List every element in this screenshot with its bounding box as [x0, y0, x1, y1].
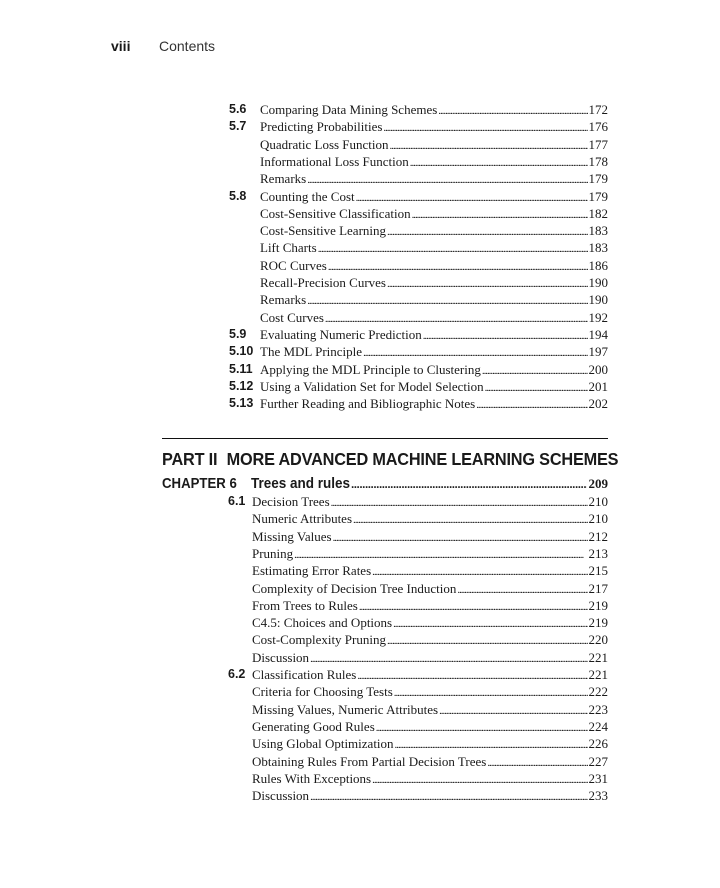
- entry-page-number: 182: [588, 205, 608, 221]
- section-number: 5.11: [229, 361, 253, 376]
- section-number: 5.9: [229, 326, 247, 341]
- toc-subsection-row[interactable]: [0, 684, 720, 701]
- toc-subsection-row[interactable]: [0, 206, 720, 223]
- dot-leader: [457, 584, 587, 596]
- entry-page-number: 231: [588, 770, 608, 786]
- toc-entry: [252, 494, 608, 510]
- entry-title: Informational Loss Function: [260, 153, 409, 169]
- toc-entry: [260, 310, 608, 326]
- dot-leader: [476, 399, 587, 411]
- toc-entry: [252, 563, 608, 579]
- entry-title: Missing Values: [252, 528, 332, 544]
- toc-entry: [252, 615, 608, 631]
- dot-leader: [357, 670, 587, 682]
- entry-page-number: 194: [588, 326, 608, 342]
- dot-leader: [376, 722, 588, 734]
- entry-title: Discussion: [252, 649, 310, 665]
- dot-leader: [387, 278, 588, 290]
- entry-title: Missing Values, Numeric Attributes: [252, 701, 439, 717]
- toc-entry: [260, 292, 608, 308]
- dot-leader: [412, 209, 588, 221]
- entry-title: Rules With Exceptions: [252, 770, 372, 786]
- toc-subsection-row[interactable]: [0, 615, 720, 632]
- toc-subsection-row[interactable]: [0, 529, 720, 546]
- toc-subsection-row[interactable]: [0, 788, 720, 805]
- dot-leader: [333, 532, 588, 544]
- toc-subsection-row[interactable]: [0, 771, 720, 788]
- dot-leader: [387, 635, 588, 647]
- entry-page-number: 176: [588, 119, 608, 135]
- running-head-title: Contents: [159, 38, 216, 54]
- entry-title: Predicting Probabilities: [260, 119, 383, 135]
- entry-page-number: 210: [588, 511, 608, 527]
- entry-title: Cost-Complexity Pruning: [252, 632, 386, 648]
- section-number: 5.8: [229, 188, 247, 203]
- toc-subsection-row[interactable]: [0, 154, 720, 171]
- entry-page-number: 212: [588, 528, 608, 544]
- toc-subsection-row[interactable]: [0, 258, 720, 275]
- entry-page-number: 179: [588, 188, 608, 204]
- dot-leader: [390, 140, 588, 152]
- entry-page-number: 223: [588, 701, 608, 717]
- toc-section-row[interactable]: [0, 667, 720, 684]
- entry-title: Applying the MDL Principle to Clustering: [260, 361, 481, 377]
- entry-page-number: 183: [588, 223, 608, 239]
- entry-page-number: 183: [588, 240, 608, 256]
- toc-section-row[interactable]: [0, 327, 720, 344]
- entry-page-number: 219: [588, 615, 608, 631]
- toc-subsection-row[interactable]: [0, 719, 720, 736]
- toc-subsection-row[interactable]: [0, 581, 720, 598]
- toc-entry: [260, 275, 608, 291]
- entry-page-number: 190: [588, 292, 608, 308]
- dot-leader: [383, 122, 587, 134]
- dot-leader: [487, 757, 587, 769]
- entry-page-number: 178: [588, 153, 608, 169]
- toc-entry: [252, 650, 608, 666]
- toc-subsection-row[interactable]: [0, 754, 720, 771]
- entry-page-number: 192: [588, 309, 608, 325]
- dot-leader: [485, 382, 588, 394]
- toc-entry: [260, 137, 608, 153]
- entry-title: Remarks: [260, 292, 307, 308]
- entry-title: Criteria for Choosing Tests: [252, 684, 393, 700]
- dot-leader: [307, 295, 587, 307]
- toc-entry: [252, 788, 608, 804]
- entry-page-number: 177: [588, 136, 608, 152]
- entry-title: The MDL Principle: [260, 344, 363, 360]
- entry-title: Remarks: [260, 171, 307, 187]
- dot-leader: [438, 105, 587, 117]
- entry-page-number: 201: [588, 378, 608, 394]
- entry-title: Cost-Sensitive Learning: [260, 223, 387, 239]
- toc-section-row[interactable]: [0, 379, 720, 396]
- toc-entry: [252, 581, 608, 597]
- chapter-title: Trees and rules: [251, 475, 351, 492]
- entry-title: Evaluating Numeric Prediction: [260, 326, 422, 342]
- entry-page-number: 219: [588, 597, 608, 613]
- entry-title: Quadratic Loss Function: [260, 136, 389, 152]
- section-number: 5.13: [229, 396, 254, 411]
- section-number: 5.12: [229, 378, 254, 393]
- dot-leader: [325, 313, 588, 325]
- toc-subsection-row[interactable]: [0, 736, 720, 753]
- entry-title: Counting the Cost: [260, 188, 355, 204]
- toc-subsection-row[interactable]: [0, 240, 720, 257]
- dot-leader: [310, 653, 587, 665]
- section-number: 5.10: [229, 344, 254, 359]
- toc-section-row[interactable]: [0, 362, 720, 379]
- entry-page-number: 202: [588, 396, 608, 412]
- toc-entry: [260, 154, 608, 170]
- toc-entry: [260, 119, 608, 135]
- entry-title: Numeric Attributes: [252, 511, 353, 527]
- chapter-entry: [251, 475, 608, 492]
- toc-subsection-row[interactable]: [0, 223, 720, 240]
- entry-page-number: 186: [588, 257, 608, 273]
- entry-title: Complexity of Decision Tree Induction: [252, 580, 457, 596]
- toc-entry: [260, 240, 608, 256]
- entry-title: Classification Rules: [252, 667, 357, 682]
- toc-entry: [252, 598, 608, 614]
- part-label: PART II: [162, 449, 218, 469]
- section-number: 6.2: [228, 667, 246, 681]
- toc-entry: [252, 511, 608, 527]
- entry-page-number: 221: [588, 667, 608, 682]
- toc-entry: [260, 362, 608, 378]
- dot-leader: [363, 347, 587, 359]
- dot-leader: [372, 566, 587, 578]
- toc-entry: [260, 258, 608, 274]
- dot-leader: [394, 687, 588, 699]
- entry-title: Discussion: [252, 788, 310, 804]
- toc-section-row[interactable]: [0, 494, 720, 511]
- entry-page-number: 215: [588, 563, 608, 579]
- toc-entry: [252, 736, 608, 752]
- dot-leader: [395, 739, 588, 751]
- toc-entry: [260, 396, 608, 412]
- toc-entry: [260, 379, 608, 395]
- toc-subsection-row[interactable]: [0, 632, 720, 649]
- toc-entry: [252, 667, 608, 683]
- entry-page-number: 220: [588, 632, 608, 648]
- toc-entry: [260, 344, 608, 360]
- toc-subsection-row[interactable]: [0, 563, 720, 580]
- dot-leader: [439, 705, 587, 717]
- entry-title: Using Global Optimization: [252, 736, 394, 752]
- entry-title: Comparing Data Mining Schemes: [260, 102, 438, 117]
- entry-page-number: 222: [588, 684, 608, 700]
- entry-page-number: 172: [588, 102, 608, 117]
- toc-section-row[interactable]: [0, 344, 720, 361]
- toc-subsection-row[interactable]: [0, 275, 720, 292]
- dot-leader: [331, 497, 588, 509]
- dot-leader: [318, 243, 588, 255]
- dot-leader: [387, 226, 587, 238]
- toc-section-row[interactable]: [0, 102, 720, 119]
- toc-subsection-row[interactable]: [0, 511, 720, 528]
- toc-entry: [252, 632, 608, 648]
- toc-subsection-row[interactable]: [0, 546, 720, 563]
- toc-subsection-row[interactable]: [0, 137, 720, 154]
- toc-entry: [252, 529, 608, 545]
- entry-title: Using a Validation Set for Model Selection: [260, 378, 484, 394]
- dot-leader: [410, 157, 588, 169]
- entry-title: Cost-Sensitive Classification: [260, 205, 411, 221]
- entry-page-number: 227: [588, 753, 608, 769]
- toc-entry: [260, 327, 608, 343]
- entry-title: Pruning: [252, 545, 294, 561]
- entry-page-number: 226: [588, 736, 608, 752]
- toc-entry: [260, 102, 608, 118]
- toc-subsection-row[interactable]: [0, 292, 720, 309]
- entry-page-number: 200: [588, 361, 608, 377]
- toc-entry: [260, 206, 608, 222]
- entry-title: Lift Charts: [260, 240, 317, 256]
- toc-entry: [260, 189, 608, 205]
- toc-entry: [252, 754, 608, 770]
- dot-leader: [353, 514, 587, 526]
- part-divider-rule: [162, 438, 608, 439]
- dot-leader: [356, 192, 588, 204]
- dot-leader: [294, 549, 587, 561]
- dot-leader: [482, 365, 588, 377]
- dot-leader: [393, 618, 587, 630]
- dot-leader: [423, 330, 588, 342]
- chapter-heading[interactable]: [162, 475, 608, 495]
- toc-entry: [252, 702, 608, 718]
- entry-title: ROC Curves: [260, 257, 327, 273]
- section-number: 5.6: [229, 102, 247, 116]
- entry-page-number: 233: [588, 788, 608, 804]
- entry-title: Decision Trees: [252, 494, 330, 509]
- entry-page-number: 217: [588, 580, 608, 596]
- dot-leader: [372, 774, 587, 786]
- toc-subsection-row[interactable]: [0, 171, 720, 188]
- toc-subsection-row[interactable]: [0, 702, 720, 719]
- dot-leader: [307, 174, 587, 186]
- section-number: 6.1: [228, 494, 246, 508]
- entry-page-number: 224: [588, 718, 608, 734]
- entry-page-number: 221: [588, 649, 608, 665]
- toc-entry: [260, 171, 608, 187]
- entry-title: From Trees to Rules: [252, 597, 358, 613]
- dot-leader: [359, 601, 588, 613]
- toc-section-row[interactable]: [0, 119, 720, 136]
- toc-section-row[interactable]: [0, 189, 720, 206]
- dot-leader: [328, 261, 588, 273]
- section-number: 5.7: [229, 119, 247, 134]
- chapter-label: CHAPTER 6: [162, 475, 237, 492]
- entry-title: Generating Good Rules: [252, 718, 375, 734]
- part-title: MORE ADVANCED MACHINE LEARNING SCHEMES: [226, 449, 619, 469]
- toc-section-row[interactable]: [0, 396, 720, 413]
- toc-entry: [252, 546, 608, 562]
- toc-subsection-row[interactable]: [0, 650, 720, 667]
- entry-title: C4.5: Choices and Options: [252, 615, 393, 631]
- toc-entry: [252, 771, 608, 787]
- toc-entry: [252, 684, 608, 700]
- entry-page-number: 190: [588, 275, 608, 290]
- entry-title: Cost Curves: [260, 309, 324, 325]
- entry-page-number: 210: [588, 494, 608, 509]
- entry-page-number: 213: [588, 545, 608, 561]
- entry-title: Further Reading and Bibliographic Notes: [260, 396, 476, 412]
- page-number: viii: [111, 38, 131, 54]
- chapter-page: 209: [588, 476, 608, 491]
- entry-title: Recall-Precision Curves: [260, 275, 386, 290]
- entry-page-number: 197: [588, 344, 608, 360]
- dot-leader: [351, 477, 586, 492]
- toc-entry: [260, 223, 608, 239]
- toc-subsection-row[interactable]: [0, 310, 720, 327]
- toc-subsection-row[interactable]: [0, 598, 720, 615]
- dot-leader: [310, 791, 587, 803]
- toc-entry: [252, 719, 608, 735]
- entry-page-number: 179: [588, 171, 608, 187]
- entry-title: Obtaining Rules From Partial Decision Trees: [252, 753, 487, 769]
- part-heading: [162, 449, 618, 470]
- entry-title: Estimating Error Rates: [252, 563, 372, 579]
